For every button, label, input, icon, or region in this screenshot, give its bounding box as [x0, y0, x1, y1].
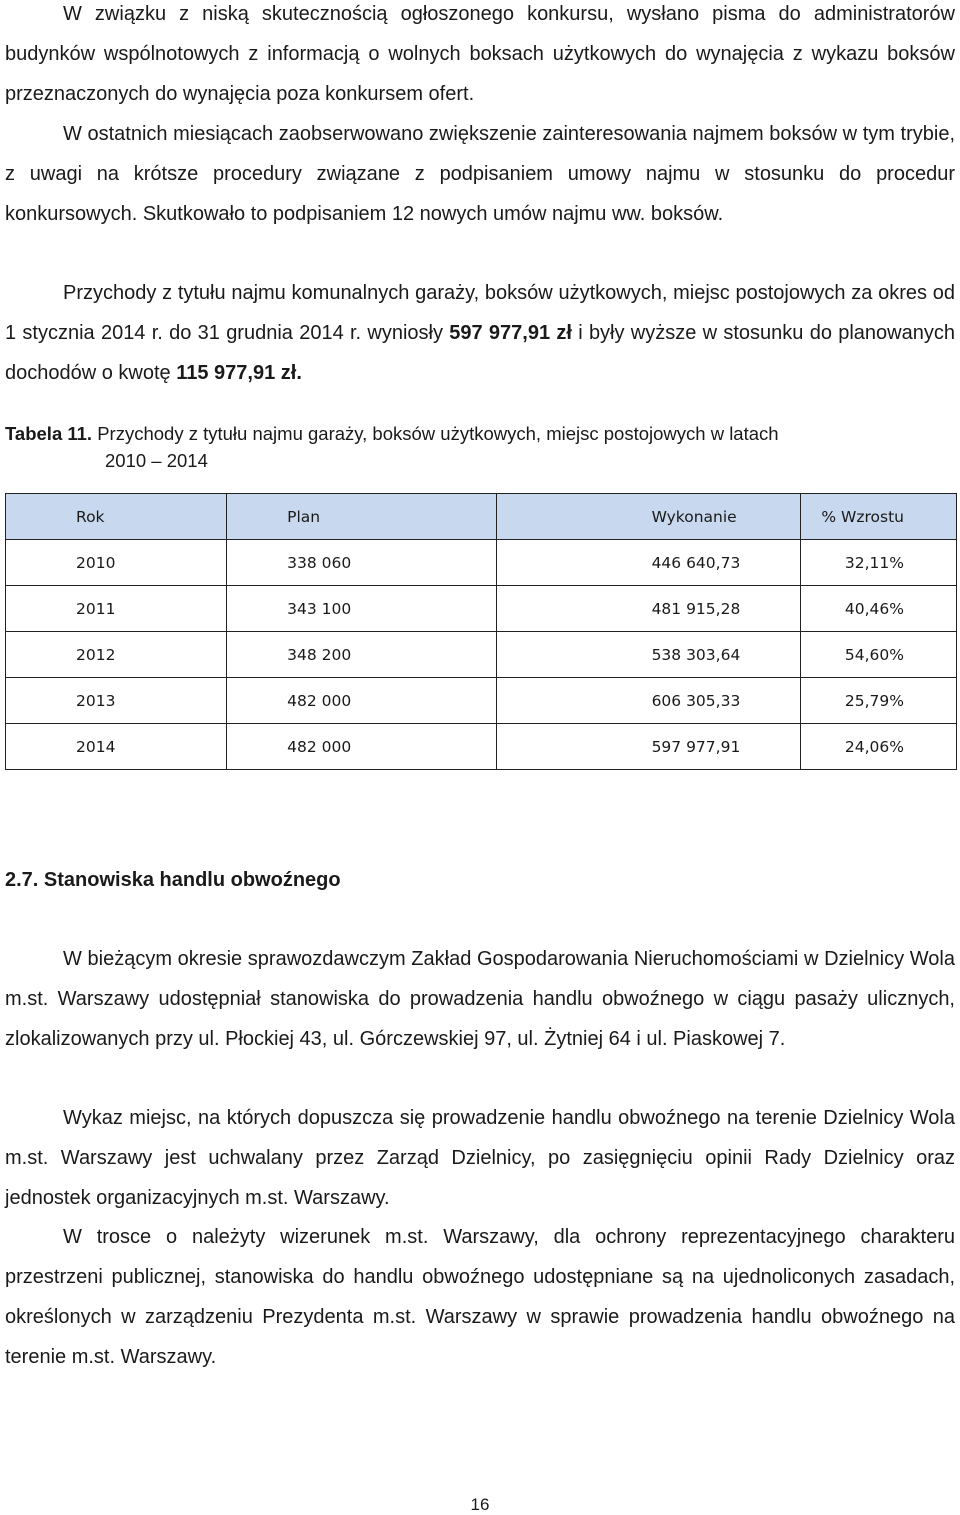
- cell-growth: 40,46%: [801, 586, 957, 632]
- intro-paragraph-3: [5, 273, 955, 393]
- intro-p2-text: W ostatnich miesiącach zaobserwowano zwiększenie zainteresowania najmem boksów w tym trybie, z uwagi na krótsze procedury związane z podpisaniem umowy najmu w stosunku do procedur konkursowych. Skutkowało to podpisaniem 12 nowych umów najmu ww. boksów.: [5, 123, 955, 225]
- cell-year: 2014: [6, 724, 227, 770]
- header-plan: Plan: [227, 494, 496, 540]
- section-paragraph-3: [5, 1217, 955, 1377]
- header-growth: % Wzrostu: [801, 494, 957, 540]
- intro-p3-text-c: i były wyższe w stosunku do planowanych dochodów o kwotę: [5, 322, 955, 384]
- section-paragraph-1: [5, 939, 955, 1059]
- cell-year: 2011: [6, 586, 227, 632]
- header-year: Rok: [6, 494, 227, 540]
- cell-year: 2010: [6, 540, 227, 586]
- table-caption: [5, 420, 925, 474]
- cell-growth: 25,79%: [801, 678, 957, 724]
- cell-plan: 482 000: [227, 678, 496, 724]
- table-caption-text: Przychody z tytułu najmu garaży, boksów użytkowych, miejsc postojowych w latach: [92, 423, 779, 444]
- table-caption-years: 2010 – 2014: [105, 450, 208, 471]
- section-p3-text: W trosce o należyty wizerunek m.st. Warszawy, dla ochrony reprezentacyjnego charakteru przestrzeni publicznej, stanowiska do handlu obwoźnego udostępniane są na ujednoliconych zasadach, określonych w zarządzeniu Prezydenta m.st. Warszawy w sprawie prowadzenia handlu obwoźnego na terenie m.st. Warszawy.: [5, 1226, 955, 1368]
- revenue-amount: 597 977,91 zł: [449, 322, 572, 344]
- intro-paragraph-1: [5, 0, 955, 114]
- intro-p3-text-a: Przychody z tytułu najmu komunalnych garaży, boksów użytkowych, miejsc postojowych za okres od 1 stycznia 2014 r. do 31 grudnia 2014 r. wyniosły: [5, 282, 955, 344]
- page-number: 16: [470, 1495, 490, 1514]
- section-p2-text: Wykaz miejsc, na których dopuszcza się prowadzenie handlu obwoźnego na terenie Dzielnicy Wola m.st. Warszawy jest uchwalany przez Zarząd Dzielnicy, po zasięgnięciu opinii Rady Dzielnicy oraz jednostek organizacyjnych m.st. Warszawy.: [5, 1107, 955, 1209]
- header-execution: Wykonanie: [496, 494, 801, 540]
- cell-growth: 54,60%: [801, 632, 957, 678]
- cell-execution: 597 977,91: [496, 724, 801, 770]
- cell-year: 2012: [6, 632, 227, 678]
- intro-p1-text: W związku z niską skutecznością ogłoszonego konkursu, wysłano pisma do administratorów budynków wspólnotowych z informacją o wolnych boksach użytkowych do wynajęcia z wykazu boksów przeznaczonych do wynajęcia poza konkursem ofert.: [5, 3, 955, 105]
- intro-paragraph-2: [5, 114, 955, 234]
- cell-execution: 606 305,33: [496, 678, 801, 724]
- cell-plan: 343 100: [227, 586, 496, 632]
- section-p1-text: W bieżącym okresie sprawozdawczym Zakład Gospodarowania Nieruchomościami w Dzielnicy Wola m.st. Warszawy udostępniał stanowiska do prowadzenia handlu obwoźnego w ciągu pasaży ulicznych, zlokalizowanych przy ul. Płockiej 43, ul. Górczewskiej 97, ul. Żytniej 64 i ul. Piaskowej 7.: [5, 948, 955, 1050]
- table-row: [6, 724, 957, 770]
- surplus-amount: 115 977,91 zł.: [176, 362, 302, 384]
- table-header-row: [6, 494, 957, 540]
- table-row: [6, 678, 957, 724]
- cell-execution: 446 640,73: [496, 540, 801, 586]
- cell-plan: 482 000: [227, 724, 496, 770]
- table-row: [6, 632, 957, 678]
- cell-execution: 481 915,28: [496, 586, 801, 632]
- cell-plan: 348 200: [227, 632, 496, 678]
- table-row: [6, 540, 957, 586]
- table-caption-label: Tabela 11.: [5, 423, 93, 444]
- cell-growth: 24,06%: [801, 724, 957, 770]
- section-paragraph-2: [5, 1098, 955, 1218]
- section-heading: 2.7. Stanowiska handlu obwoźnego: [5, 869, 341, 891]
- cell-execution: 538 303,64: [496, 632, 801, 678]
- revenue-table: [5, 493, 957, 770]
- cell-year: 2013: [6, 678, 227, 724]
- table-row: [6, 586, 957, 632]
- cell-plan: 338 060: [227, 540, 496, 586]
- cell-growth: 32,11%: [801, 540, 957, 586]
